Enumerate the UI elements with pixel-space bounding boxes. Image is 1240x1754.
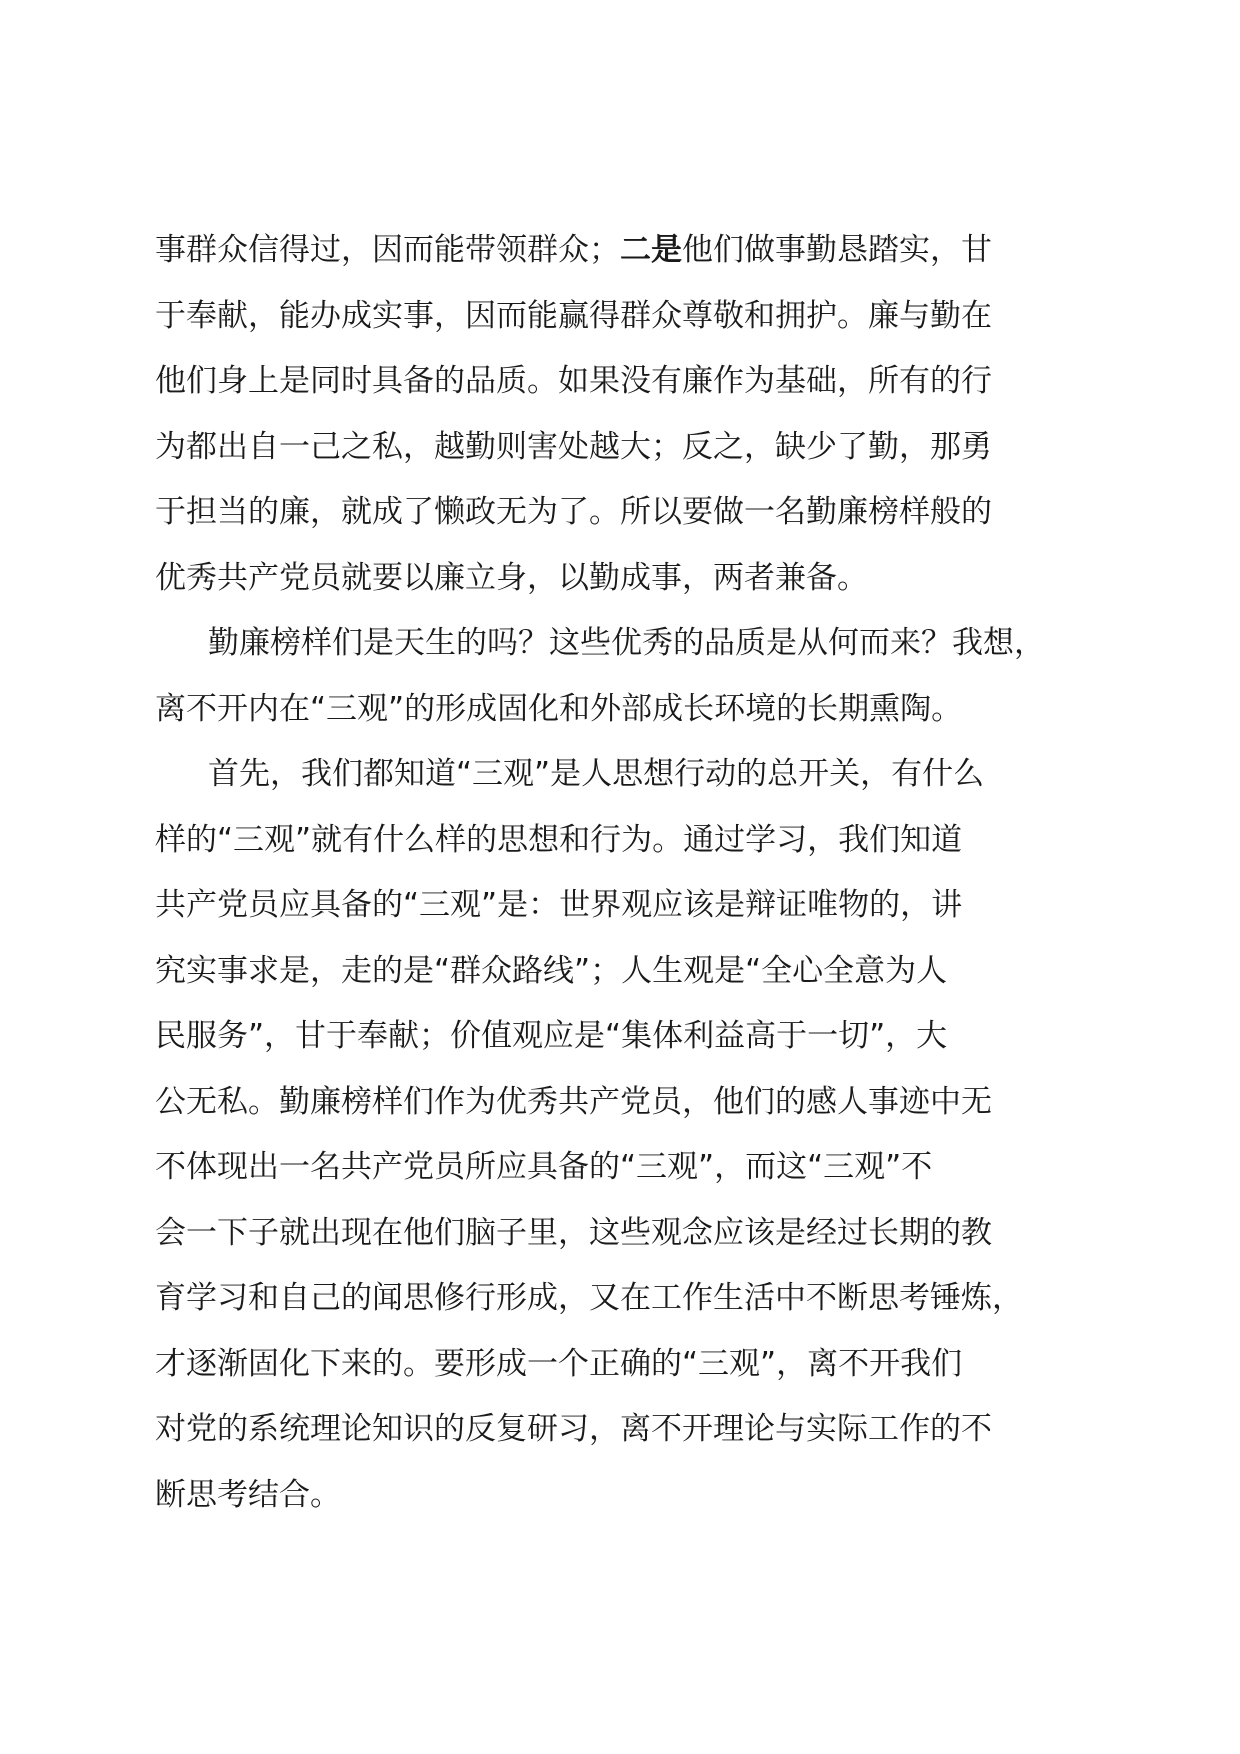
text-line: 才逐渐固化下来的。要形成一个正确的“三观”，离不开我们 xyxy=(155,1345,963,1382)
document-body xyxy=(155,218,1115,1528)
text-line: 对党的系统理论知识的反复研习，离不开理论与实际工作的不 xyxy=(155,1411,992,1447)
text-line: 育学习和自己的闻思修行形成，又在工作生活中不断思考锤炼， xyxy=(155,1280,1023,1316)
text-line: 究实事求是，走的是“群众路线”；人生观是“全心全意为人 xyxy=(155,952,948,989)
text-line: 会一下子就出现在他们脑子里，这些观念应该是经过长期的教 xyxy=(155,1214,992,1251)
text-line: 勤廉榜样们是天生的吗？这些优秀的品质是从何而来？我想， xyxy=(208,625,1045,661)
text-segment: 事群众信得过，因而能带领群众； xyxy=(155,232,620,268)
text-line: 离不开内在“三观”的形成固化和外部成长环境的长期熏陶。 xyxy=(155,690,963,727)
bold-text-segment: 二是 xyxy=(620,232,682,268)
text-line: 优秀共产党员就要以廉立身，以勤成事，两者兼备。 xyxy=(155,559,868,596)
text-line: 断思考结合。 xyxy=(155,1476,341,1513)
paragraph-2 xyxy=(155,611,1115,742)
text-line: 样的“三观”就有什么样的思想和行为。通过学习，我们知道 xyxy=(155,821,963,858)
text-line: 民服务”，甘于奉献；价值观应是“集体利益高于一切”，大 xyxy=(155,1018,948,1054)
text-line: 公无私。勤廉榜样们作为优秀共产党员，他们的感人事迹中无 xyxy=(155,1083,992,1120)
text-line: 为都出自一己之私，越勤则害处越大；反之，缺少了勤，那勇 xyxy=(155,428,992,465)
text-line xyxy=(155,218,1115,284)
paragraph-continuation xyxy=(155,218,1115,611)
text-line: 他们身上是同时具备的品质。如果没有廉作为基础，所有的行 xyxy=(155,363,992,399)
text-segment: 他们做事勤恳踏实，甘 xyxy=(682,232,992,268)
text-line: 共产党员应具备的“三观”是：世界观应该是辩证唯物的，讲 xyxy=(155,887,963,923)
text-line: 于担当的廉，就成了懒政无为了。所以要做一名勤廉榜样般的 xyxy=(155,494,992,530)
text-line: 不体现出一名共产党员所应具备的“三观”，而这“三观”不 xyxy=(155,1149,933,1185)
text-line: 于奉献，能办成实事，因而能赢得群众尊敬和拥护。廉与勤在 xyxy=(155,297,992,334)
text-line: 首先，我们都知道“三观”是人思想行动的总开关，有什么 xyxy=(208,756,985,792)
paragraph-3 xyxy=(155,742,1115,1528)
